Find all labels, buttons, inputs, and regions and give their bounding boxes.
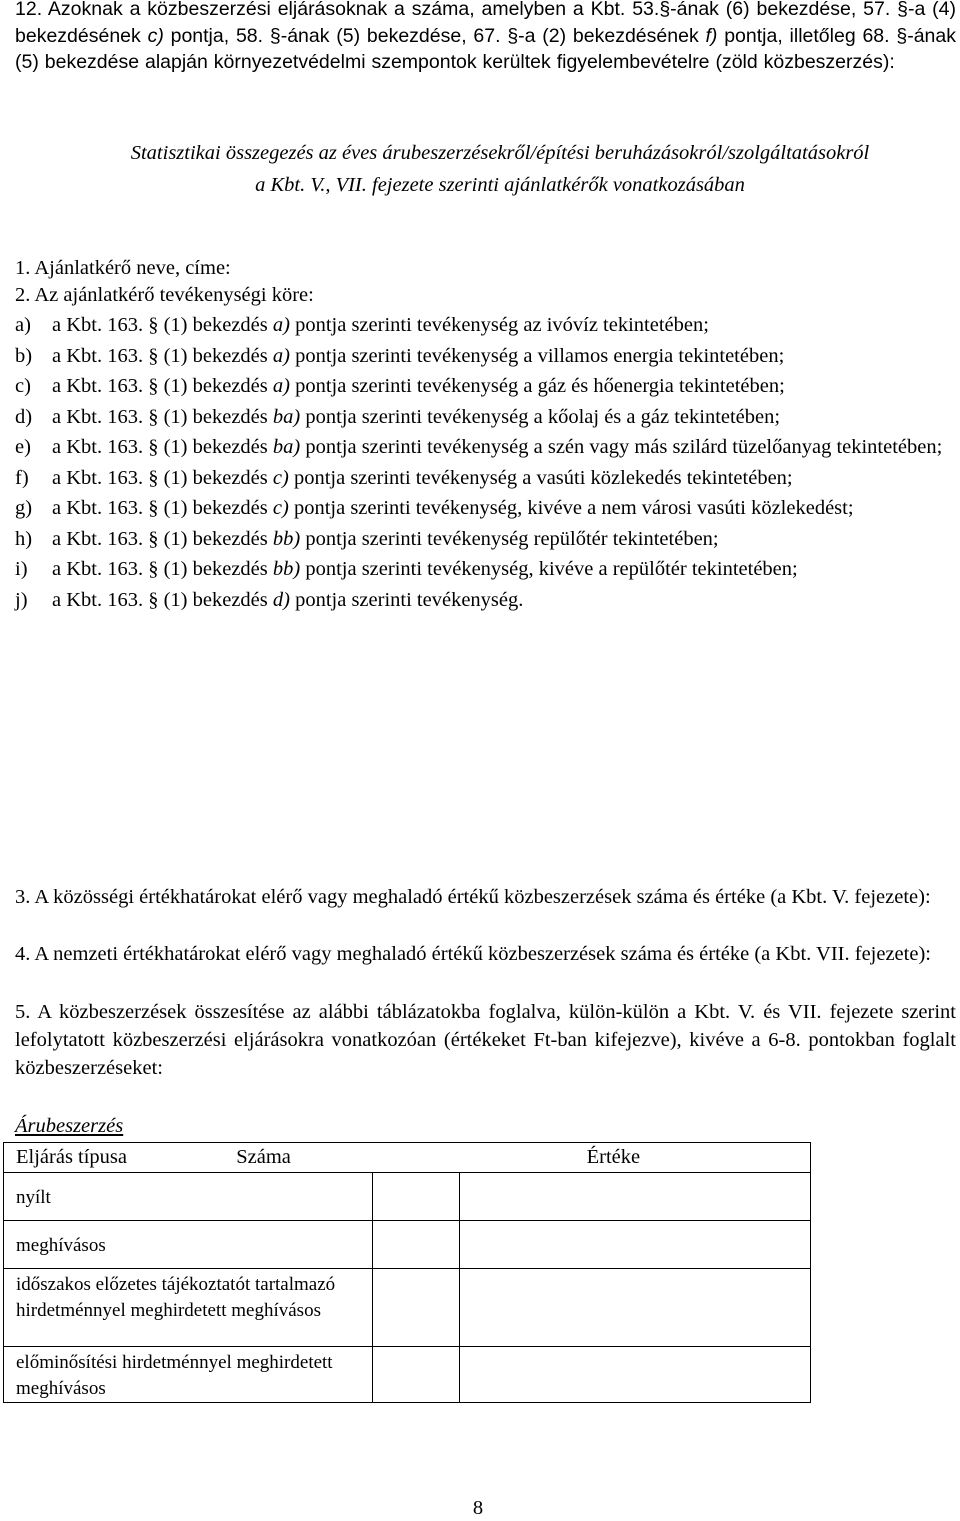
list-item-label: j): [15, 588, 28, 611]
activity-list-item: [15, 312, 956, 339]
list-item-point: ba): [272, 436, 301, 458]
list-item-text-pre: a Kbt. 163. § (1) bekezdés: [52, 527, 273, 550]
list-item-label: c): [15, 375, 31, 397]
list-item-label: b): [15, 344, 33, 367]
header-procedure-type: Eljárás típusa: [4, 1143, 373, 1173]
header-count: Száma: [372, 1143, 459, 1173]
heading-line-2: a Kbt. V., VII. fejezete szerinti ajánlatkérők vonatkozásában: [255, 174, 745, 196]
list-item-text: [52, 343, 956, 370]
list-item-text-post: pontja szerinti tevékenység.: [289, 588, 524, 611]
list-item-text-post: pontja szerinti tevékenység a vasúti közlekedés tekintetében;: [288, 466, 793, 489]
list-item-text: [52, 587, 956, 614]
list-item-label: g): [15, 497, 33, 519]
list-item-text: [52, 373, 956, 400]
table-caption: Árubeszerzés: [15, 1115, 124, 1137]
activity-list-item: [15, 556, 956, 583]
list-item-text: [52, 312, 956, 339]
activity-list: [15, 312, 956, 617]
count-cell: [372, 1347, 459, 1403]
list-item-text-post: pontja szerinti tevékenység repülőtér tekintetében;: [300, 527, 719, 550]
list-item-point: bb): [272, 527, 301, 550]
table-row: [4, 1347, 811, 1403]
intro-italic-1: c): [147, 24, 164, 47]
procedure-type-cell: nyílt: [4, 1173, 373, 1221]
activity-list-item: [15, 373, 956, 400]
list-item-point: a): [272, 314, 290, 336]
item-1: 1. Ajánlatkérő neve, címe:: [15, 257, 231, 279]
intro-text-3: pontja, illetőleg 68. §-ának (5) bekezdése alapján környezetvédelmi szempontok kerültek figyelembevételre (zöld közbeszerzés):: [15, 24, 956, 73]
list-item-label: h): [15, 527, 33, 550]
list-item-text-post: pontja szerinti tevékenység, kivéve a repülőtér tekintetében;: [300, 558, 798, 580]
item-3: 3. A közösségi értékhatárokat elérő vagy meghaladó értékű közbeszerzések száma és értéke (a Kbt. V. fejezete):: [15, 886, 931, 908]
activity-list-item: [15, 343, 956, 370]
value-cell: [460, 1347, 811, 1403]
list-item-text-post: pontja szerinti tevékenység a szén vagy más szilárd tüzelőanyag tekintetében;: [300, 436, 943, 458]
list-item-point: a): [272, 344, 290, 367]
list-item-point: a): [272, 375, 290, 397]
list-item-text-post: pontja szerinti tevékenység, kivéve a nem városi vasúti közlekedést;: [288, 497, 854, 519]
intro-paragraph: [15, 0, 956, 76]
list-item-point: ba): [272, 405, 301, 428]
activity-list-item: [15, 495, 956, 522]
list-item-text-post: pontja szerinti tevékenység a kőolaj és a gáz tekintetében;: [300, 405, 781, 428]
activity-list-item: [15, 587, 956, 614]
list-item-label: d): [15, 405, 33, 428]
table-header-row: [4, 1143, 811, 1173]
list-item-text-pre: a Kbt. 163. § (1) bekezdés: [52, 314, 273, 336]
table-row: [4, 1221, 811, 1269]
list-item-point: c): [272, 466, 289, 489]
list-item-text: [52, 495, 956, 522]
list-item-text: [52, 526, 956, 553]
activity-list-item: [15, 404, 956, 431]
page-number: 8: [472, 1497, 484, 1519]
item-4: 4. A nemzeti értékhatárokat elérő vagy meghaladó értékű közbeszerzések száma és értéke (a Kbt. VII. fejezete):: [15, 943, 931, 965]
list-item-point: bb): [272, 558, 301, 580]
list-item-text: [52, 404, 956, 431]
intro-text-1: 12. Azoknak a közbeszerzési eljárásoknak a száma, amelyben a Kbt. 53.§-ának (6) bekezdése, 57. §-a (4) bekezdésének: [15, 0, 956, 47]
list-item-text-pre: a Kbt. 163. § (1) bekezdés: [52, 558, 273, 580]
count-cell: [372, 1221, 459, 1269]
value-cell: [460, 1269, 811, 1347]
list-item-label: f): [15, 466, 29, 489]
table-row: [4, 1269, 811, 1347]
list-item-text-pre: a Kbt. 163. § (1) bekezdés: [52, 588, 273, 611]
list-item-text-pre: a Kbt. 163. § (1) bekezdés: [52, 497, 273, 519]
count-cell: [372, 1173, 459, 1221]
list-item-text-post: pontja szerinti tevékenység a gáz és hőenergia tekintetében;: [289, 375, 785, 397]
list-item-text: [52, 434, 956, 461]
list-item-point: d): [272, 588, 290, 611]
statistics-heading: [15, 137, 960, 201]
heading-line-1: Statisztikai összegezés az éves árubeszerzésekről/építési beruházásokról/szolgáltatásokról: [130, 142, 870, 164]
header-value: Értéke: [460, 1143, 811, 1173]
list-item-label: i): [15, 558, 28, 580]
value-cell: [460, 1221, 811, 1269]
list-item-text-pre: a Kbt. 163. § (1) bekezdés: [52, 436, 273, 458]
item-2: 2. Az ajánlatkérő tevékenységi köre:: [15, 284, 314, 306]
list-item-text-post: pontja szerinti tevékenység az ivóvíz tekintetében;: [289, 314, 709, 336]
procedure-type-cell: meghívásos: [4, 1221, 373, 1269]
list-item-text-pre: a Kbt. 163. § (1) bekezdés: [52, 344, 273, 367]
activity-list-item: [15, 434, 956, 461]
intro-italic-2: f): [705, 24, 718, 47]
list-item-label: a): [15, 314, 31, 336]
list-item-label: e): [15, 436, 31, 458]
list-item-text: [52, 556, 956, 583]
value-cell: [460, 1173, 811, 1221]
item-5: 5. A közbeszerzések összesítése az alábbi táblázatokba foglalva, külön-külön a Kbt. V. és VII. fejezete szerint lefolytatott közbeszerzési eljárásokra vonatkozóan (értékeket Ft-ban kifejezve), kivéve a 6-8. pontokban foglalt közbeszerzéseket:: [15, 1001, 956, 1079]
procurement-table: [3, 1142, 811, 1403]
procedure-type-cell: időszakos előzetes tájékoztatót tartalmazó hirdetménnyel meghirdetett meghívásos: [4, 1269, 373, 1347]
count-cell: [372, 1269, 459, 1347]
list-item-text-pre: a Kbt. 163. § (1) bekezdés: [52, 405, 273, 428]
list-item-text-post: pontja szerinti tevékenység a villamos energia tekintetében;: [289, 344, 785, 367]
intro-text-2: pontja, 58. §-ának (5) bekezdése, 67. §-a (2) bekezdésének: [163, 24, 706, 47]
procedure-type-cell: előminősítési hirdetménnyel meghirdetett meghívásos: [4, 1347, 373, 1403]
list-item-text-pre: a Kbt. 163. § (1) bekezdés: [52, 375, 273, 397]
table-row: [4, 1173, 811, 1221]
list-item-point: c): [272, 497, 289, 519]
activity-list-item: [15, 526, 956, 553]
list-item-text: [52, 465, 956, 492]
activity-list-item: [15, 465, 956, 492]
list-item-text-pre: a Kbt. 163. § (1) bekezdés: [52, 466, 273, 489]
